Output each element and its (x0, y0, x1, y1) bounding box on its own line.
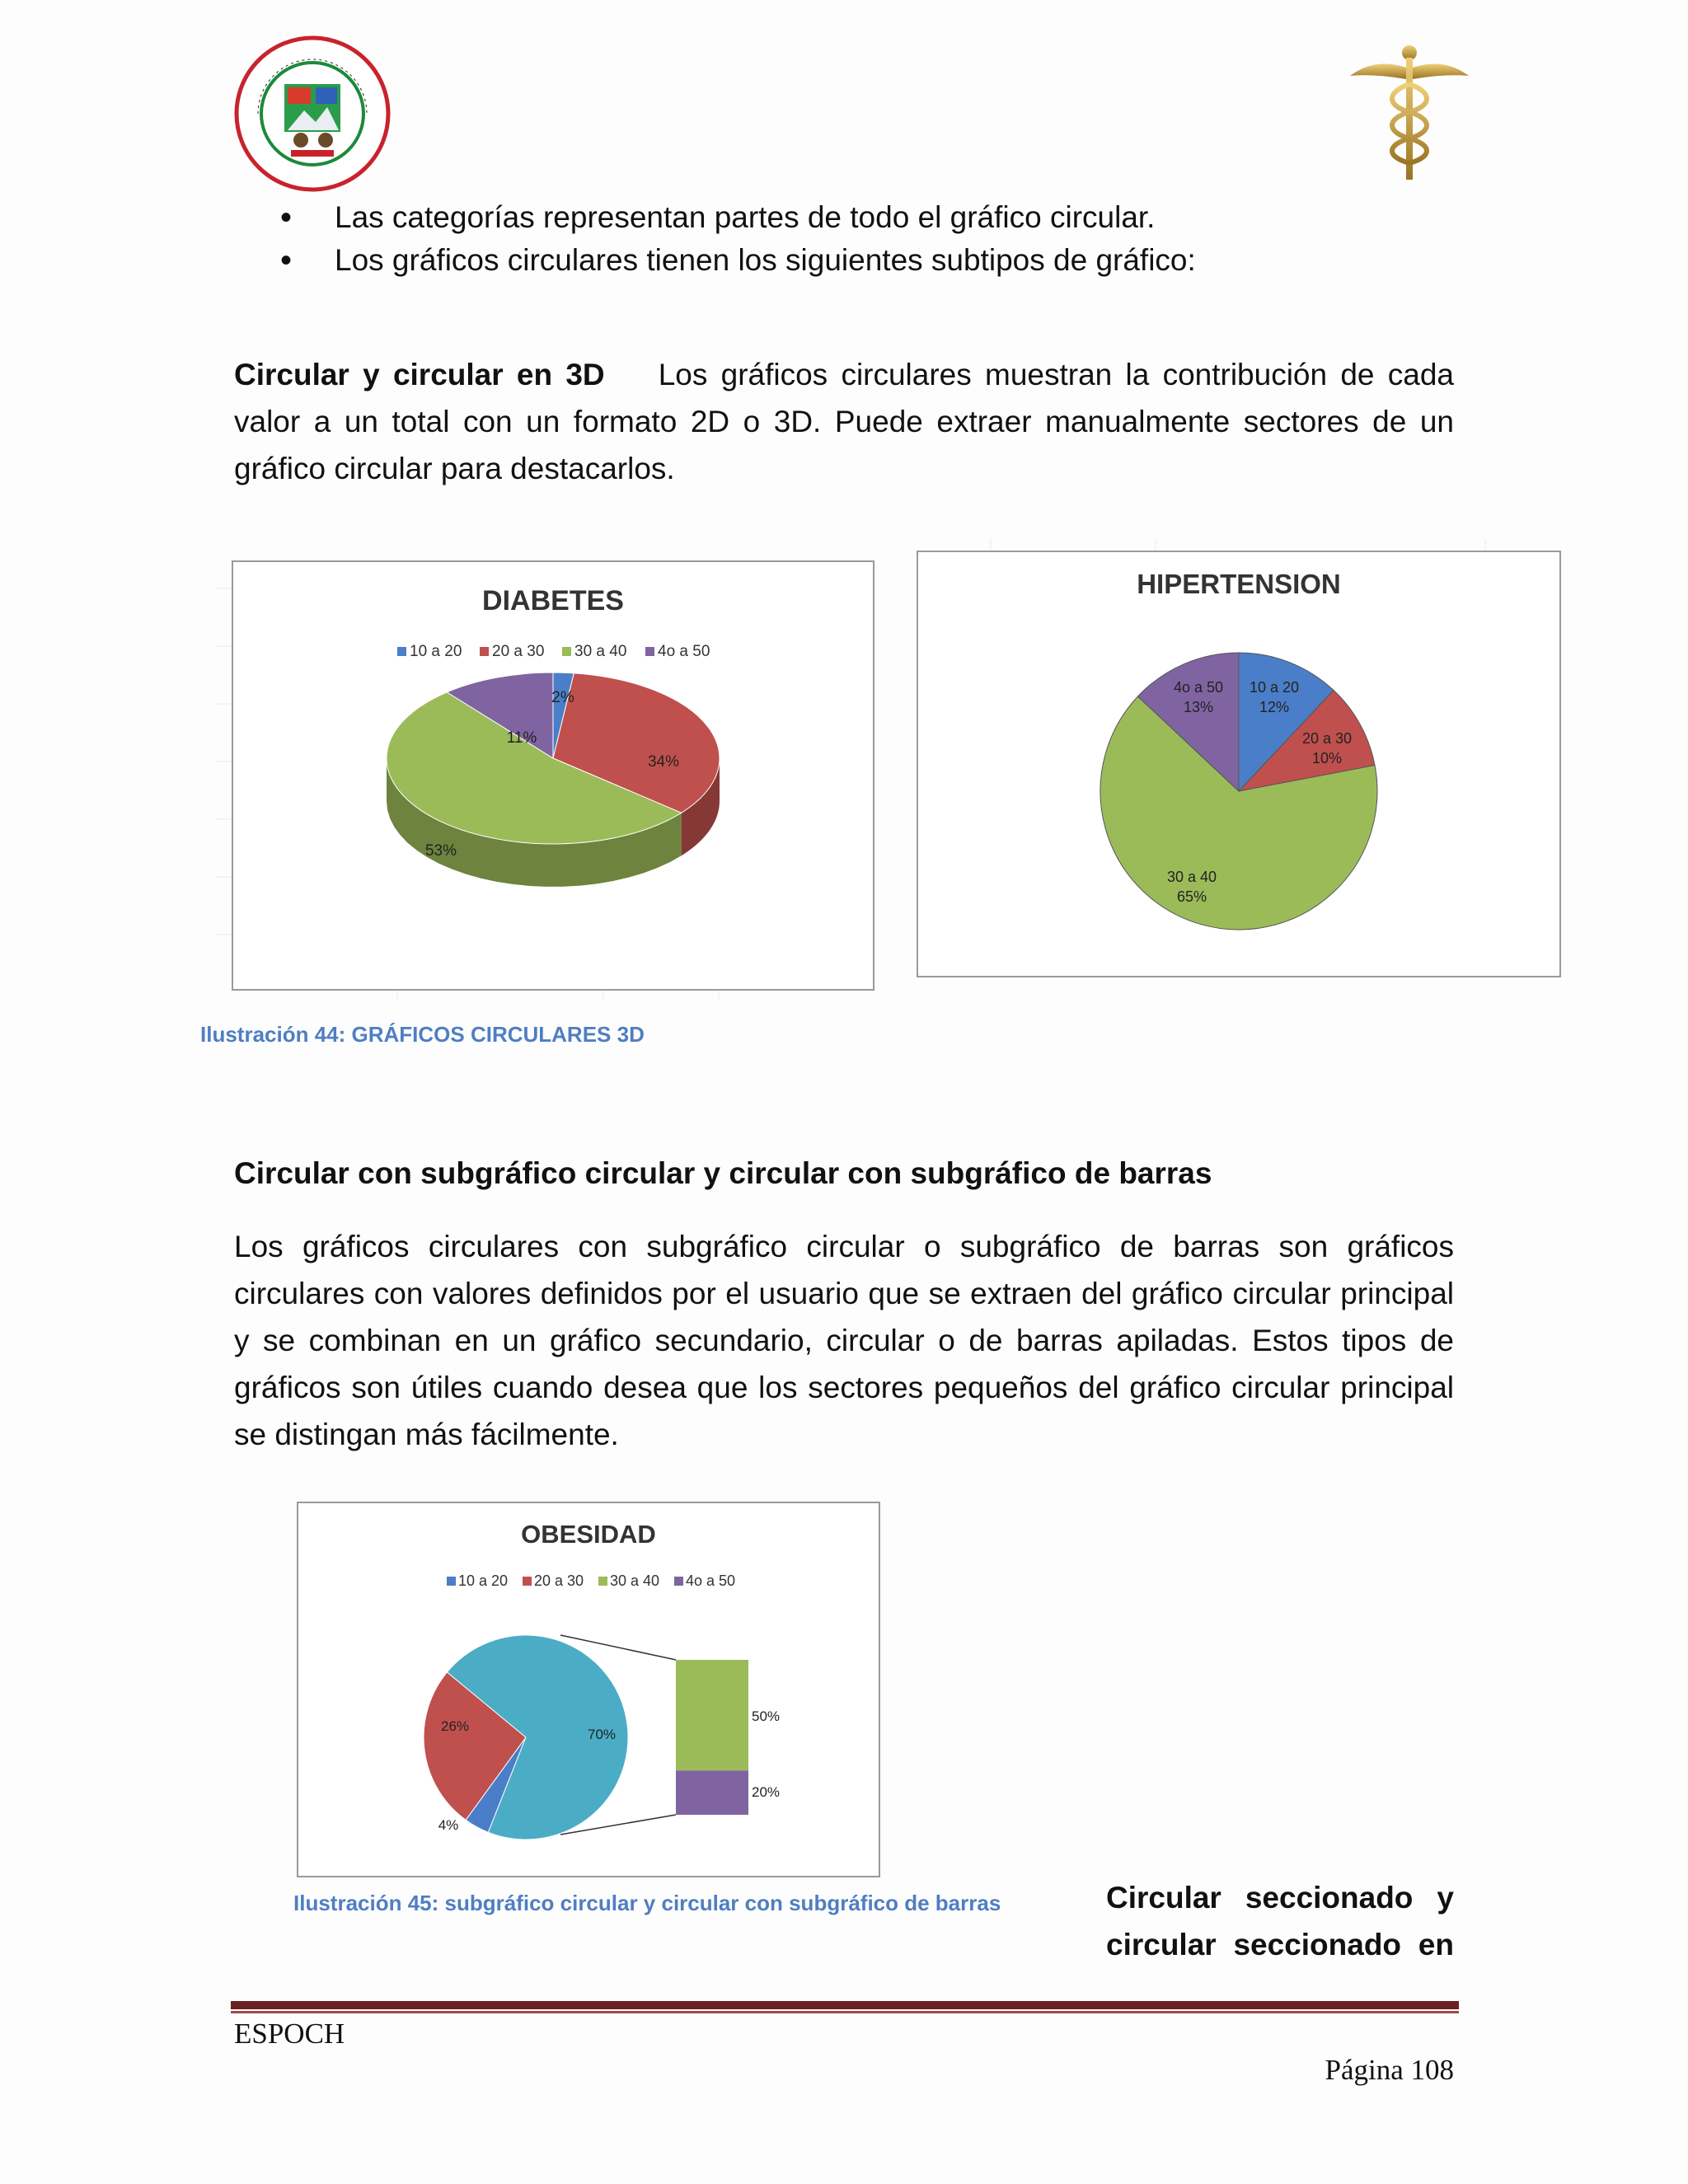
legend-label: 20 a 30 (492, 643, 545, 660)
footer-rule (231, 2001, 1459, 2009)
section1-text: Los gráficos circulares muestran la contribución de cada valor a un total con un formato 2D o 3D. Puede extraer manualmente sectores de un gráfico circular para destacarlos. (234, 358, 1454, 485)
data-label: 4% (438, 1817, 459, 1833)
chart-title: DIABETES (482, 585, 624, 616)
data-label: 12% (1259, 699, 1290, 715)
data-label: 65% (1176, 888, 1207, 905)
section2-heading: Circular con subgráfico circular y circular con subgráfico de barras (234, 1156, 1212, 1190)
data-label: 2% (551, 689, 574, 706)
chart-legend (447, 1572, 735, 1589)
data-label: 13% (1183, 699, 1214, 715)
figure-caption-45: Ilustración 45: subgráfico circular y circular con subgráfico de barras (293, 1891, 1001, 1915)
caduceus-logo (1348, 43, 1470, 183)
data-label: 20% (752, 1784, 781, 1800)
section1-paragraph (234, 351, 1454, 492)
legend-label: 10 a 20 (410, 643, 462, 660)
data-label: 53% (424, 842, 457, 860)
legend-label: 10 a 20 (458, 1572, 509, 1589)
section2-paragraph: Los gráficos circulares con subgráfico circular o subgráfico de barras son gráficos circulares con valores definidos por el usuario que se extraen del gráfico circular principal y se combinan en un gráfico secundario, circular o de barras apiladas. Estos tipos de gráficos son útiles cuando desea que los sectores pequeños del gráfico circular principal se distingan más fácilmente. (234, 1230, 1454, 1451)
data-label: 26% (440, 1718, 470, 1734)
obesidad-chart (297, 1502, 880, 1877)
label-line: 10 a 20 (1249, 679, 1300, 696)
figure-caption-44: Ilustración 44: GRÁFICOS CIRCULARES 3D (200, 1022, 645, 1047)
chart-title: OBESIDAD (521, 1520, 656, 1549)
chart-title: HIPERTENSION (1137, 569, 1341, 599)
legend-label: 4o a 50 (686, 1572, 736, 1589)
data-label: 70% (587, 1727, 617, 1742)
bar-segment (676, 1770, 748, 1815)
bullet-list (280, 196, 1196, 282)
pie-2d (1100, 653, 1377, 930)
legend-swatch (562, 647, 571, 656)
espoch-seal-logo (233, 35, 392, 193)
legend-swatch (645, 647, 654, 656)
section3-heading-line2: circular seccionado en (1106, 1928, 1454, 1961)
legend-swatch (674, 1577, 683, 1586)
legend-swatch (397, 647, 406, 656)
legend-swatch (523, 1577, 532, 1586)
data-label (1250, 679, 1299, 696)
bullet-item: • Las categorías representan partes de todo el gráfico circular. (280, 196, 1196, 239)
legend-swatch (480, 647, 489, 656)
legend-label: 30 a 40 (574, 643, 627, 660)
bar-segment (676, 1660, 748, 1770)
data-label: 11% (506, 729, 537, 747)
page-number: Página 108 (1325, 2054, 1454, 2086)
footer-institution: ESPOCH (234, 2018, 345, 2050)
bullet-item: • Los gráficos circulares tienen los siguientes subtipos de gráfico: (280, 239, 1196, 282)
data-label: 34% (647, 753, 680, 771)
diabetes-chart (232, 560, 874, 991)
data-label: 20 a 30 (1301, 730, 1353, 747)
section3-heading-line1: Circular seccionado y (1106, 1881, 1454, 1915)
hipertension-chart (917, 551, 1561, 977)
legend-label: 4o a 50 (658, 643, 710, 660)
data-label: 50% (752, 1708, 781, 1724)
data-label: 30 a 40 (1166, 869, 1217, 885)
legend-label: 20 a 30 (534, 1572, 584, 1589)
legend-label: 30 a 40 (610, 1572, 660, 1589)
data-label: 4o a 50 (1173, 679, 1224, 696)
chart-legend (397, 643, 710, 660)
section1-heading: Circular y circular en 3D (234, 358, 605, 391)
footer-rule-thin (231, 2011, 1459, 2013)
legend-swatch (598, 1577, 607, 1586)
bar-of-pie (676, 1660, 748, 1815)
legend-swatch (447, 1577, 456, 1586)
data-label: 10% (1311, 750, 1343, 766)
